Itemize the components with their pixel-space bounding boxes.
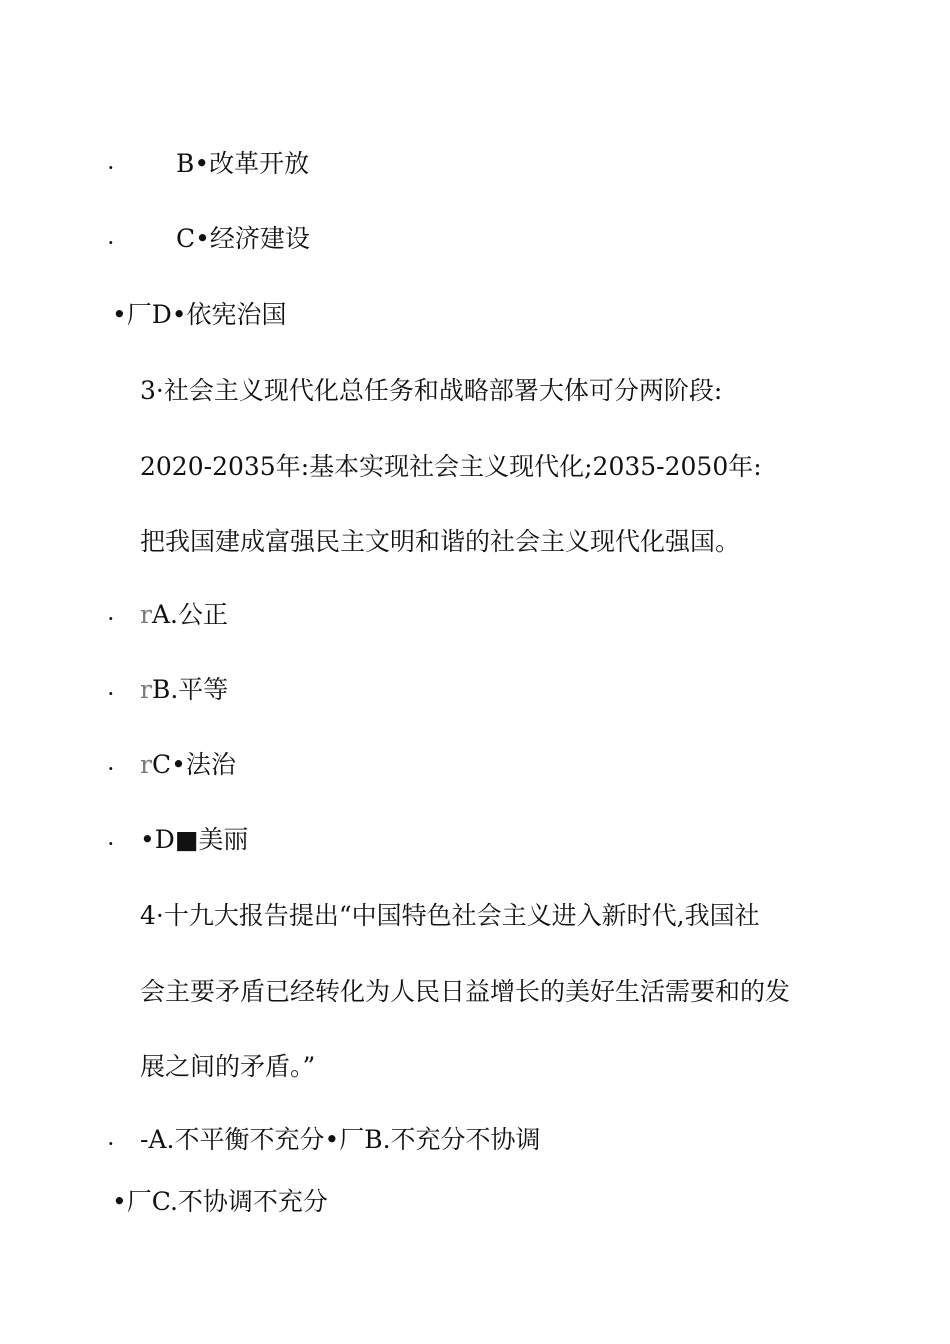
question-3-line-3: 把我国建成富强民主文明和谐的社会主义现代化强国。: [140, 527, 741, 556]
option-bullet: ·: [108, 158, 114, 177]
option-c[interactable]: [140, 749, 236, 781]
radio-icon: r: [140, 750, 152, 779]
option-text: A.公正: [151, 600, 228, 629]
option-b[interactable]: B•改革开放: [176, 149, 310, 178]
option-prefix: •厂: [112, 1187, 152, 1216]
option-bullet: ·: [108, 684, 114, 703]
question-4-line-1: 4·十九大报告提出“中国特色社会主义进入新时代,我国社: [140, 901, 760, 930]
option-bullet: ·: [108, 233, 114, 252]
radio-icon: r: [140, 675, 152, 704]
option-c[interactable]: [112, 1186, 328, 1218]
option-text: C.不协调不充分: [151, 1187, 328, 1216]
option-bullet: ·: [108, 834, 114, 853]
question-3-line-1: 3·社会主义现代化总任务和战略部署大体可分两阶段:: [140, 376, 723, 405]
option-bullet: ·: [108, 759, 114, 778]
option-b[interactable]: [140, 674, 228, 706]
option-bullet: ·: [108, 1134, 114, 1153]
radio-icon: r: [140, 600, 152, 629]
question-4-line-2: 会主要矛盾已经转化为人民日益增长的美好生活需要和的发: [140, 977, 791, 1006]
option-c[interactable]: C•经济建设: [176, 224, 310, 253]
option-a-b[interactable]: -A.不平衡不充分•厂B.不充分不协调: [140, 1125, 541, 1154]
option-d[interactable]: [112, 299, 287, 331]
option-a[interactable]: [140, 599, 228, 631]
option-d[interactable]: •D■美丽: [140, 825, 249, 854]
option-prefix: •厂: [112, 300, 152, 329]
option-text: C•法治: [151, 750, 236, 779]
option-text: B.平等: [151, 675, 229, 704]
question-3-line-2: 2020-2035年:基本实现社会主义现代化;2035-2050年:: [140, 452, 762, 481]
option-bullet: ·: [108, 609, 114, 628]
question-4-line-3: 展之间的矛盾。”: [140, 1052, 316, 1081]
option-text: D•依宪治国: [151, 300, 287, 329]
